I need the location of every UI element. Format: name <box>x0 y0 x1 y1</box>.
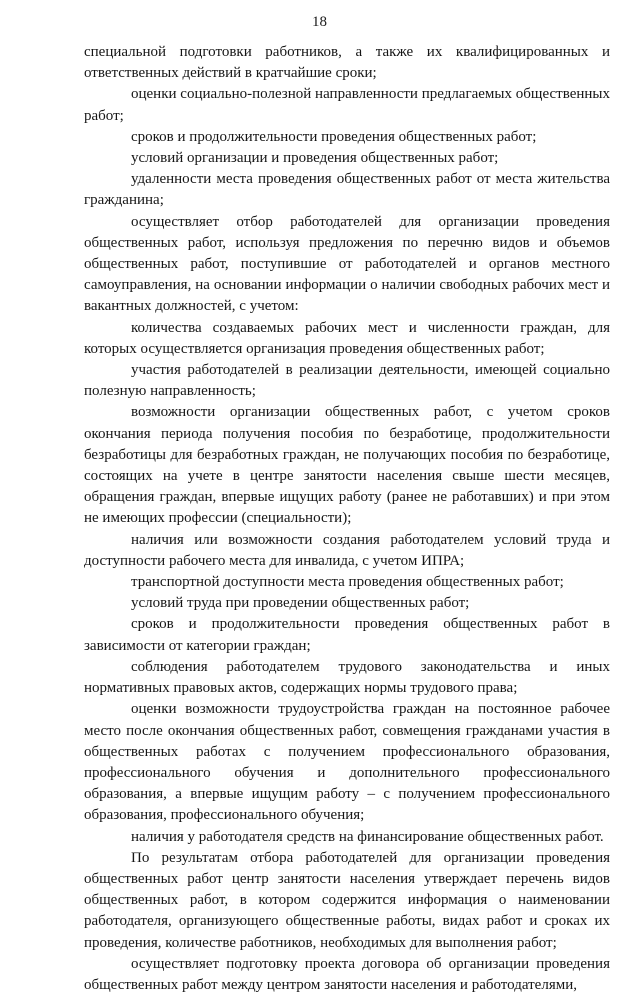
paragraph-1: специальной подготовки работников, а также их квалифицированных и ответственных действий в кратчайшие сроки; <box>84 44 610 82</box>
paragraph-9: возможности организации общественных работ, с учетом сроков окончания периода получения пособия по безработице, продолжительности безработицы для безработных граждан, не получающих пособия по безработице, состоящих на учете в центре занятости населения свыше шести месяцев, обращения граждан, впервые ищущих работу (ранее не работавших) и при этом не имеющих профессии (специальности); <box>84 404 610 527</box>
paragraph-14: соблюдения работодателем трудового законодательства и иных нормативных правовых актов, содержащих нормы трудового права; <box>84 658 610 697</box>
paragraph-7: количества создаваемых рабочих мест и численности граждан, для которых осуществляется организация проведения общественных работ; <box>84 319 610 357</box>
paragraph-12: условий труда при проведении общественных работ; <box>131 595 470 612</box>
paragraph-18: осуществляет подготовку проекта договора об организации проведения общественных работ между центром занятости населения и работодателями, <box>84 955 610 993</box>
paragraph-6: осуществляет отбор работодателей для организации проведения общественных работ, используя предложения по перечню видов и объемов общественных работ, поступившие от работодателей и органов местного самоуправления, на основании информации о наличии свободных рабочих мест и вакантных должностей, с учетом: <box>84 213 610 315</box>
document-body <box>84 42 610 996</box>
paragraph-13: сроков и продолжительности проведения общественных работ в зависимости от категории граждан; <box>84 616 610 654</box>
page-number: 18 <box>312 14 327 30</box>
paragraph-3: сроков и продолжительности проведения общественных работ; <box>131 128 537 145</box>
paragraph-4: условий организации и проведения общественных работ; <box>131 150 499 167</box>
paragraph-17: По результатам отбора работодателей для организации проведения общественных работ центр занятости населения утверждает перечень видов общественных работ, в котором содержится информация о наименовании работодателя, организующего общественные работы, видах работ и сроках их проведения, количестве работников, необходимых для выполнения работ; <box>84 849 610 951</box>
paragraph-15: оценки возможности трудоустройства граждан на постоянное рабочее место после окончания общественных работ, совмещения гражданами участия в общественных работах с получением профессионального образования, профессионального обучения и дополнительного профессионального образования, а впервые ищущим работу – с получением профессионального образования, профессионального обучения; <box>84 701 610 824</box>
paragraph-2: оценки социально-полезной направленности предлагаемых общественных работ; <box>84 86 610 124</box>
paragraph-16: наличия у работодателя средств на финансирование общественных работ. <box>131 828 604 845</box>
paragraph-10: наличия или возможности создания работодателем условий труда и доступности рабочего места для инвалида, с учетом ИПРА; <box>84 531 610 569</box>
paragraph-5: удаленности места проведения общественных работ от места жительства гражданина; <box>84 171 610 209</box>
paragraph-11: транспортной доступности места проведения общественных работ; <box>131 574 564 591</box>
paragraph-8: участия работодателей в реализации деятельности, имеющей социально полезную направленность; <box>84 362 610 400</box>
